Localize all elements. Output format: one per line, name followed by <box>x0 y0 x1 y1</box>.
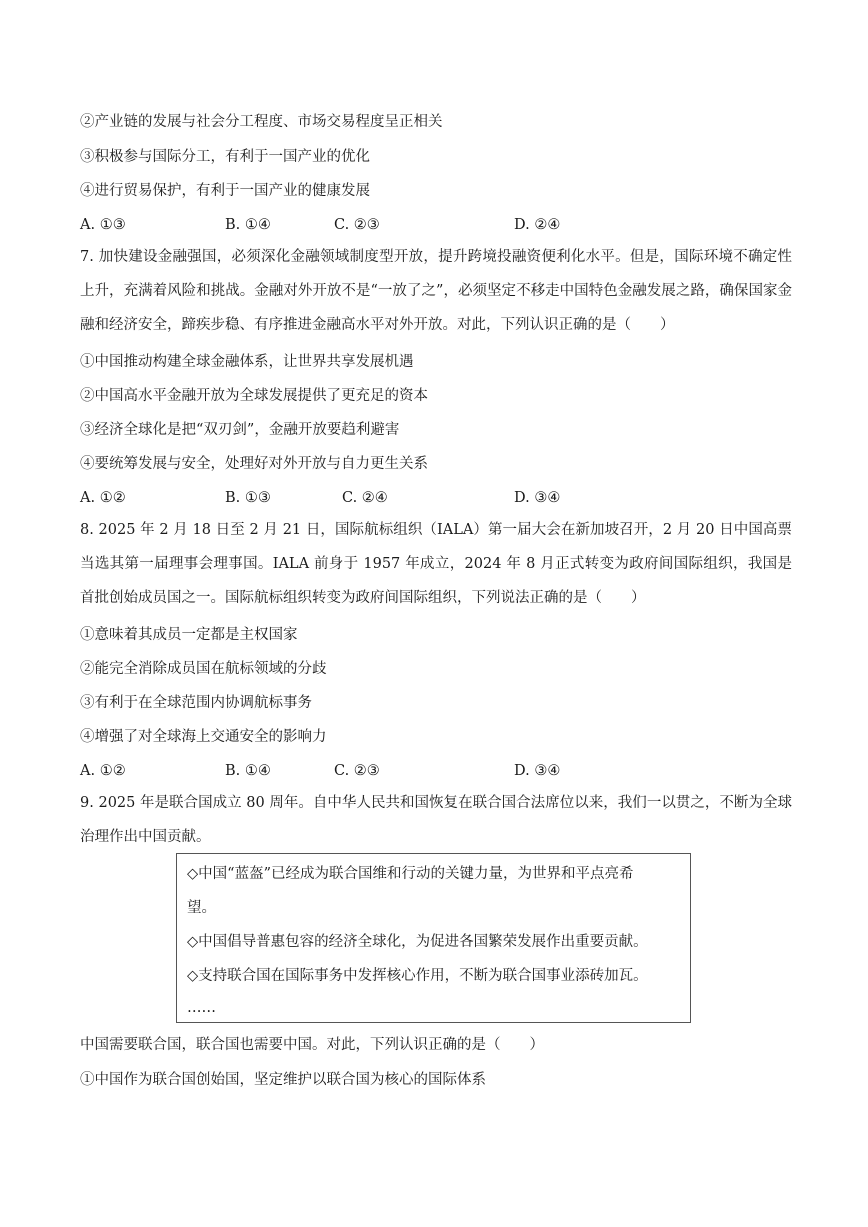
q6-item-4: ④进行贸易保护，有利于一国产业的健康发展 <box>80 183 370 199</box>
q6-option-d: D. ②④ <box>514 217 561 233</box>
q8-option-d: D. ③④ <box>514 763 561 779</box>
q6-item-2: ②产业链的发展与社会分工程度、市场交易程度呈正相关 <box>80 114 443 130</box>
q9-box-line-1: ◇中国“蓝盔”已经成为联合国维和行动的关键力量，为世界和平点亮希 <box>187 866 634 882</box>
q9-box-line-1-cont: 望。 <box>187 900 216 916</box>
q8-option-b: B. ①④ <box>225 763 271 779</box>
q8-item-3: ③有利于在全球范围内协调航标事务 <box>80 695 312 711</box>
q7-item-1: ①中国推动构建全球金融体系，让世界共享发展机遇 <box>80 354 414 370</box>
q7-option-d: D. ③④ <box>514 490 561 506</box>
q7-item-2: ②中国高水平金融开放为全球发展提供了更充足的资本 <box>80 388 428 404</box>
q9-stem: 9. 2025 年是联合国成立 80 周年。自中华人民共和国恢复在联合国合法席位以来，我们一以贯之，不断为全球治理作出中国贡献。 <box>80 795 792 845</box>
q7-option-c: C. ②④ <box>342 490 388 506</box>
q9-box-line-2: ◇中国倡导普惠包容的经济全球化，为促进各国繁荣发展作出重要贡献。 <box>187 934 648 950</box>
q7-stem: 7. 加快建设金融强国，必须深化金融领域制度型开放，提升跨境投融资便利化水平。但是，国际环境不确定性上升，充满着风险和挑战。金融对外开放不是“一放了之”，必须坚定不移走中国特色金融发展之路，确保国家金融和经济安全，蹄疾步稳、有序推进金融高水平对外开放。对此，下列认识正确的是（ ） <box>80 249 792 333</box>
q9-box-ellipsis: …… <box>187 1000 216 1016</box>
q7-option-a: A. ①② <box>80 490 126 506</box>
q9-box-line-3: ◇支持联合国在国际事务中发挥核心作用，不断为联合国事业添砖加瓦。 <box>187 968 648 984</box>
q7-item-4: ④要统筹发展与安全，处理好对外开放与自力更生关系 <box>80 456 428 472</box>
q7-option-b: B. ①③ <box>225 490 271 506</box>
q6-option-b: B. ①④ <box>225 217 271 233</box>
q7-item-3: ③经济全球化是把“双刃剑”，金融开放要趋利避害 <box>80 422 400 438</box>
q8-option-c: C. ②③ <box>334 763 380 779</box>
q6-option-a: A. ①③ <box>80 217 126 233</box>
q9-question: 中国需要联合国，联合国也需要中国。对此，下列认识正确的是（ ） <box>80 1037 544 1053</box>
q6-item-3: ③积极参与国际分工，有利于一国产业的优化 <box>80 149 370 165</box>
q8-item-4: ④增强了对全球海上交通安全的影响力 <box>80 729 327 745</box>
q6-option-c: C. ②③ <box>334 217 380 233</box>
q9-material-box <box>176 853 691 1023</box>
q8-stem: 8. 2025 年 2 月 18 日至 2 月 21 日，国际航标组织（IALA）第一届大会在新加坡召开，2 月 20 日中国高票当选其第一届理事会理事国。IALA 前身于 1957 年成立，2024 年 8 月正式转变为政府间国际组织，我国是首批创始成员国之一。国际航标组织转变为政府间国际组织，下列说法正确的是（ ） <box>80 522 792 606</box>
q9-item-1: ①中国作为联合国创始国，坚定维护以联合国为核心的国际体系 <box>80 1072 486 1088</box>
q8-item-2: ②能完全消除成员国在航标领域的分歧 <box>80 661 327 677</box>
q8-option-a: A. ①② <box>80 763 126 779</box>
q8-item-1: ①意味着其成员一定都是主权国家 <box>80 627 298 643</box>
